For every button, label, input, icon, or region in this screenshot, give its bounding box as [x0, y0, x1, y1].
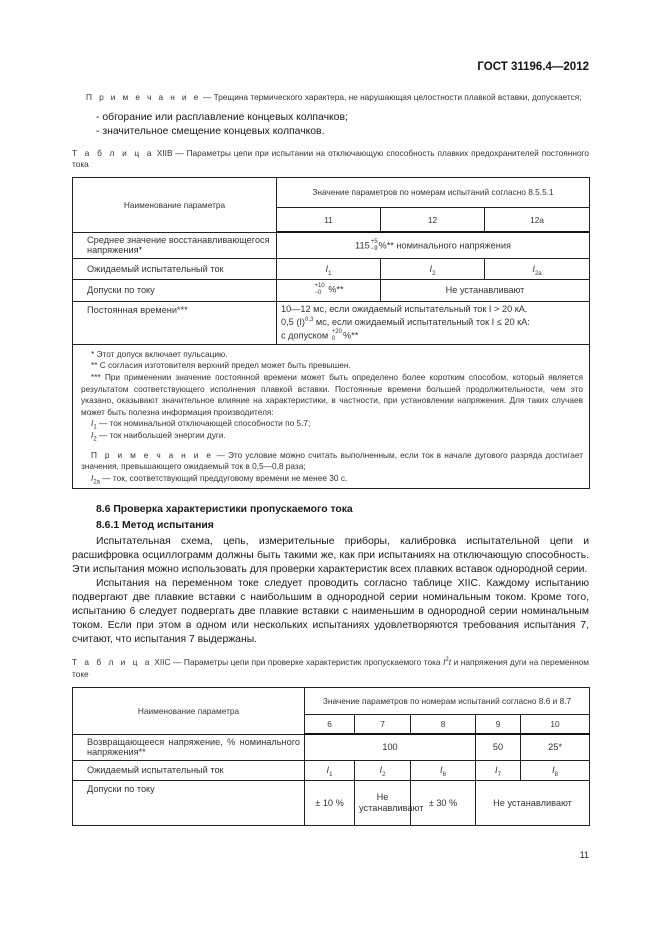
- note-2: П р и м е ч а н и е — Это условие можно считать выполненным, если ток в начале дугового разряда достигает значения, превышающего ожидаемый ток в 0,5—0,8 раза;: [81, 449, 584, 472]
- definition: $I_1$ — ток номинальной отключающей способности по 5.7;: [91, 418, 311, 431]
- header-col: 10: [521, 714, 590, 734]
- header-col: 7: [355, 714, 411, 734]
- table-row: [73, 734, 590, 760]
- caption-text: XIIB — Параметры цепи при испытании на отключающую способность плавких предохранителей постоянного тока: [72, 147, 590, 170]
- value: $I_2$: [381, 258, 485, 279]
- list-item: - значительное смещение концевых колпачков.: [96, 125, 325, 137]
- header-col: 6: [305, 714, 355, 734]
- standard-header: ГОСТ 31196.4—2012: [477, 61, 589, 73]
- note-text: — Трещина термического характера, не нарушающая целостности плавкой вставки, допускается;: [200, 92, 582, 102]
- param-name: Ожидаемый испытательный ток: [73, 258, 277, 279]
- value: 25*: [521, 734, 590, 760]
- header-col: 11: [277, 207, 381, 232]
- value: $I_2$: [355, 760, 411, 780]
- value: ± 10 %: [305, 780, 355, 825]
- value: 10—12 мс, если ожидаемый испытательный ток I > 20 кА. 0,5 $(I)^{0,3}$ мс, если ожидаемый испытательный ток I ≤ 20 кА: с допуском +20 0 %**: [277, 301, 590, 344]
- list: [72, 111, 589, 139]
- page-content: [72, 60, 589, 826]
- table-row: [73, 279, 590, 301]
- value: 100: [305, 734, 476, 760]
- footnote: ** С согласия изготовителя верхний предел может быть превышен.: [91, 360, 351, 371]
- list-item: - обгорание или расплавление концевых колпачков;: [96, 111, 348, 123]
- paragraph: Испытания на переменном токе следует проводить согласно таблице XIIC. Каждому испытанию подвергают две плавкие вставки с наибольшим в однородной серии номинальным током. Кроме того, испытанию 6 следует подвергать две плавкие вставки с наименьшим в однородной серии номинальным током. Если при этом в одном или нескольких испытаниях удовлетворяются требования испытания 7, считают, что испытания 7 выдержаны.: [72, 578, 589, 646]
- table1-caption: [72, 148, 589, 171]
- header-col: 12а: [485, 207, 590, 232]
- header-col: 8: [411, 714, 476, 734]
- value: $I_1$: [305, 760, 355, 780]
- table-row: [73, 232, 590, 258]
- param-name: Возвращающееся напряжение, % номинального напряжения**: [73, 734, 305, 760]
- param-name: Допуски по току: [73, 279, 277, 301]
- value: Не устанавливают: [355, 780, 411, 825]
- value: $I_6$: [411, 760, 476, 780]
- header-param: Наименование параметра: [73, 177, 277, 232]
- footnote: *** При применении значение постоянной времени может быть определено более коротким способом, который является результатом соответствующего исполнения плавкой вставки. Постоянные времени большей продолжительности, чем это указано, оказывают значительное влияние на характеристики, в частности, при установлении напряжения. Для таких случаев может быть полезна информация производителя:: [81, 371, 584, 417]
- header-col: 12: [381, 207, 485, 232]
- paragraph: Испытательная схема, цепь, измерительные приборы, калибровка испытательной цепи и расшифровка осциллограмм должны быть такими же, как при испытаниях на отключающую способность. Эти испытания можно использовать для проверки характеристик всех плавких вставок однородной серии.: [72, 536, 589, 576]
- table-row: [73, 301, 590, 344]
- value: ± 30 %: [411, 780, 476, 825]
- value: 50: [476, 734, 521, 760]
- note-label: П р и м е ч а н и е: [86, 92, 201, 102]
- param-name: Постоянная времени***: [73, 301, 277, 344]
- footnote: * Этот допуск включает пульсацию.: [91, 348, 228, 359]
- subsection-heading: 8.6.1 Метод испытания: [96, 520, 214, 532]
- table-xiic: [72, 687, 590, 826]
- header-col: 9: [476, 714, 521, 734]
- value: $I_8$: [521, 760, 590, 780]
- value: Не устанавливают: [381, 279, 590, 301]
- value: +10 −0 %**: [277, 279, 381, 301]
- header-group: Значение параметров по номерам испытаний согласно 8.6 и 8.7: [305, 687, 590, 714]
- table-notes: [73, 344, 590, 489]
- caption-label: Т а б л и ц а: [72, 147, 154, 158]
- header-group: Значение параметров по номерам испытаний согласно 8.5.5.1: [277, 177, 590, 207]
- table-xiib: [72, 177, 590, 490]
- definition: $I_{2a}$ — ток, соответствующий преддуговому времени не менее 30 с.: [91, 472, 348, 486]
- note-1: [72, 92, 589, 104]
- param-name: Ожидаемый испытательный ток: [73, 760, 305, 780]
- table-row: [73, 760, 590, 780]
- definition: $I_2$ — ток наибольшей энергии дуги.: [91, 429, 226, 443]
- section-8-6: [72, 503, 589, 647]
- table-notes-row: [73, 344, 590, 489]
- table-row: [73, 780, 590, 825]
- table-row: [73, 258, 590, 279]
- param-name: Среднее значение восстанавливающегося напряжения*: [73, 232, 277, 258]
- section-heading: 8.6 Проверка характеристики пропускаемого тока: [96, 504, 353, 516]
- param-name: Допуски по току: [73, 780, 305, 825]
- header-param: Наименование параметра: [73, 687, 305, 734]
- value: $I_{2a}$: [485, 258, 590, 279]
- table2-caption: Т а б л и ц а XIIC — Параметры цепи при проверке характеристик пропускаемого тока $I^2t$ и напряжения дуги на переменном токе: [72, 657, 589, 679]
- value: $I_7$: [476, 760, 521, 780]
- value: 115 +5 −9 %** номинального напряжения: [277, 232, 590, 258]
- value: Не устанавливают: [476, 780, 590, 825]
- value: $I_1$: [277, 258, 381, 279]
- page-number: 11: [579, 850, 589, 860]
